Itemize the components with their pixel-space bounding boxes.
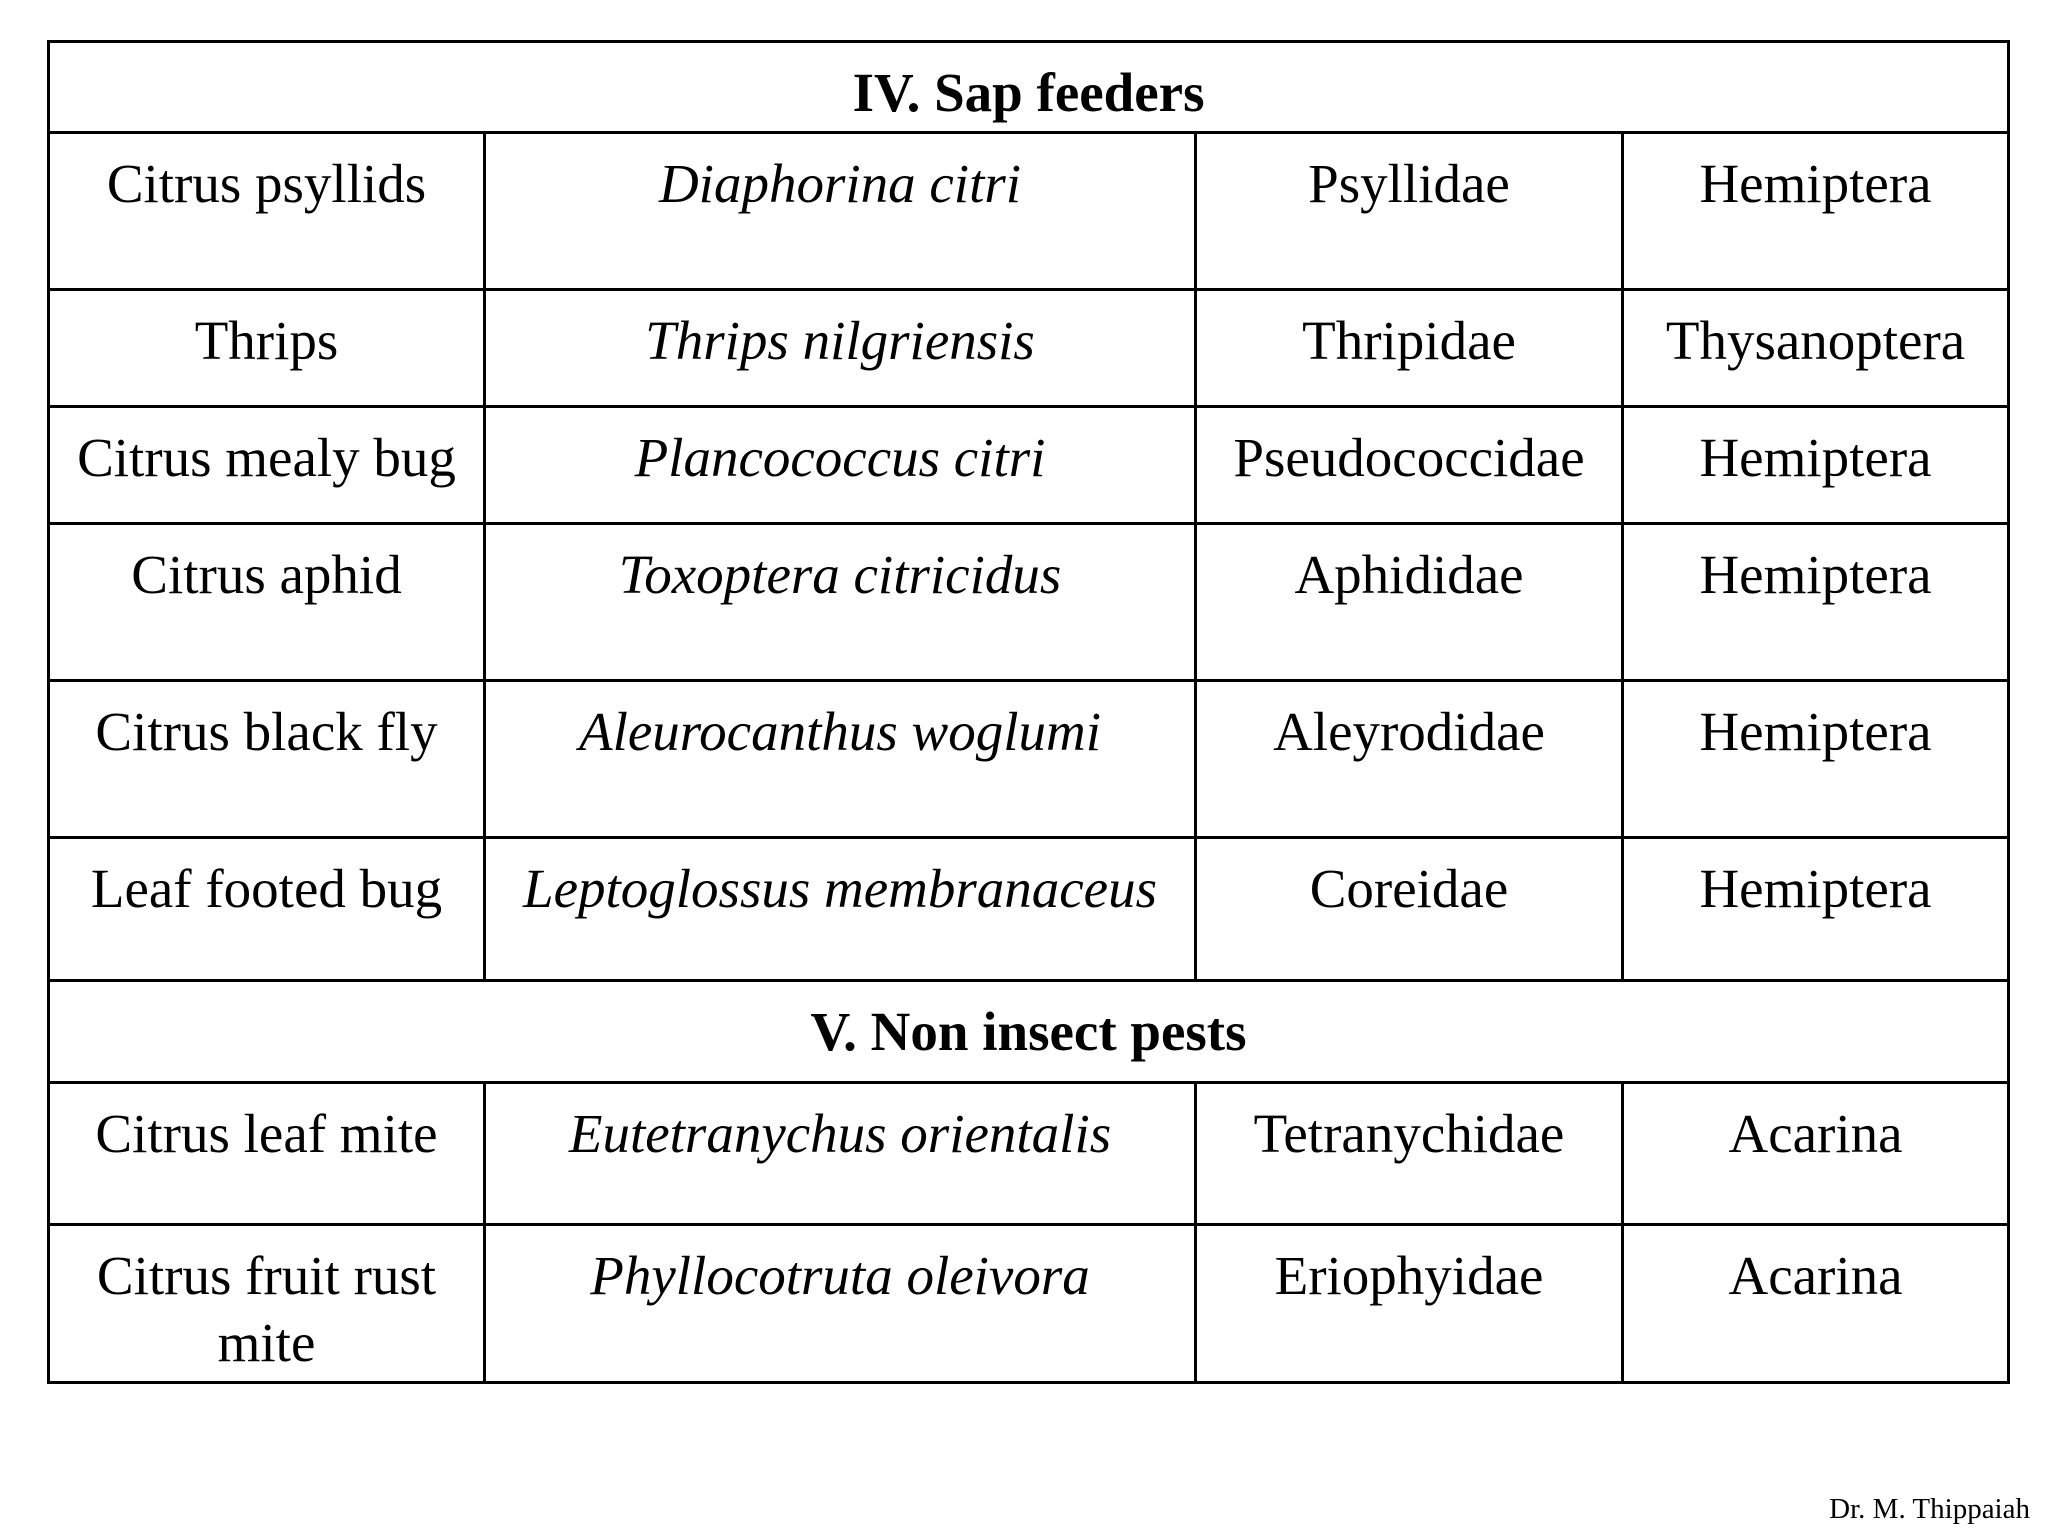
common-name-cell: Leaf footed bug: [49, 838, 485, 981]
family-cell: Coreidae: [1196, 838, 1623, 981]
order-cell: Acarina: [1623, 1083, 2009, 1225]
family-cell: Aphididae: [1196, 524, 1623, 681]
family-cell: Psyllidae: [1196, 133, 1623, 290]
section-header-row: [49, 981, 2009, 1083]
common-name-cell: Citrus psyllids: [49, 133, 485, 290]
table-row: [49, 681, 2009, 838]
common-name-cell: Citrus aphid: [49, 524, 485, 681]
scientific-name-cell: Plancococcus citri: [485, 407, 1196, 524]
table-row: [49, 407, 2009, 524]
scientific-name-cell: Eutetranychus orientalis: [485, 1083, 1196, 1225]
family-cell: Eriophyidae: [1196, 1225, 1623, 1383]
table-row: [49, 1083, 2009, 1225]
family-cell: Aleyrodidae: [1196, 681, 1623, 838]
scientific-name-cell: Toxoptera citricidus: [485, 524, 1196, 681]
order-cell: Acarina: [1623, 1225, 2009, 1383]
order-cell: Hemiptera: [1623, 838, 2009, 981]
family-cell: Pseudococcidae: [1196, 407, 1623, 524]
table-row: [49, 290, 2009, 407]
common-name-cell: Thrips: [49, 290, 485, 407]
section-header-row: [49, 42, 2009, 133]
common-name-cell: Citrus black fly: [49, 681, 485, 838]
table-row: [49, 838, 2009, 981]
scientific-name-cell: Aleurocanthus woglumi: [485, 681, 1196, 838]
scientific-name-cell: Leptoglossus membranaceus: [485, 838, 1196, 981]
common-name-cell: Citrus leaf mite: [49, 1083, 485, 1225]
family-cell: Tetranychidae: [1196, 1083, 1623, 1225]
order-cell: Thysanoptera: [1623, 290, 2009, 407]
section-title: V. Non insect pests: [49, 981, 2009, 1083]
common-name-cell: Citrus mealy bug: [49, 407, 485, 524]
family-cell: Thripidae: [1196, 290, 1623, 407]
order-cell: Hemiptera: [1623, 681, 2009, 838]
table-row: [49, 133, 2009, 290]
scientific-name-cell: Phyllocotruta oleivora: [485, 1225, 1196, 1383]
table-row: [49, 524, 2009, 681]
section-title: IV. Sap feeders: [49, 42, 2009, 133]
scientific-name-cell: Thrips nilgriensis: [485, 290, 1196, 407]
common-name-cell: Citrus fruit rust mite: [49, 1225, 485, 1383]
order-cell: Hemiptera: [1623, 524, 2009, 681]
order-cell: Hemiptera: [1623, 407, 2009, 524]
scientific-name-cell: Diaphorina citri: [485, 133, 1196, 290]
order-cell: Hemiptera: [1623, 133, 2009, 290]
pest-table: [47, 40, 2010, 1384]
table-row: [49, 1225, 2009, 1383]
author-credit: Dr. M. Thippaiah: [1829, 1493, 2030, 1525]
